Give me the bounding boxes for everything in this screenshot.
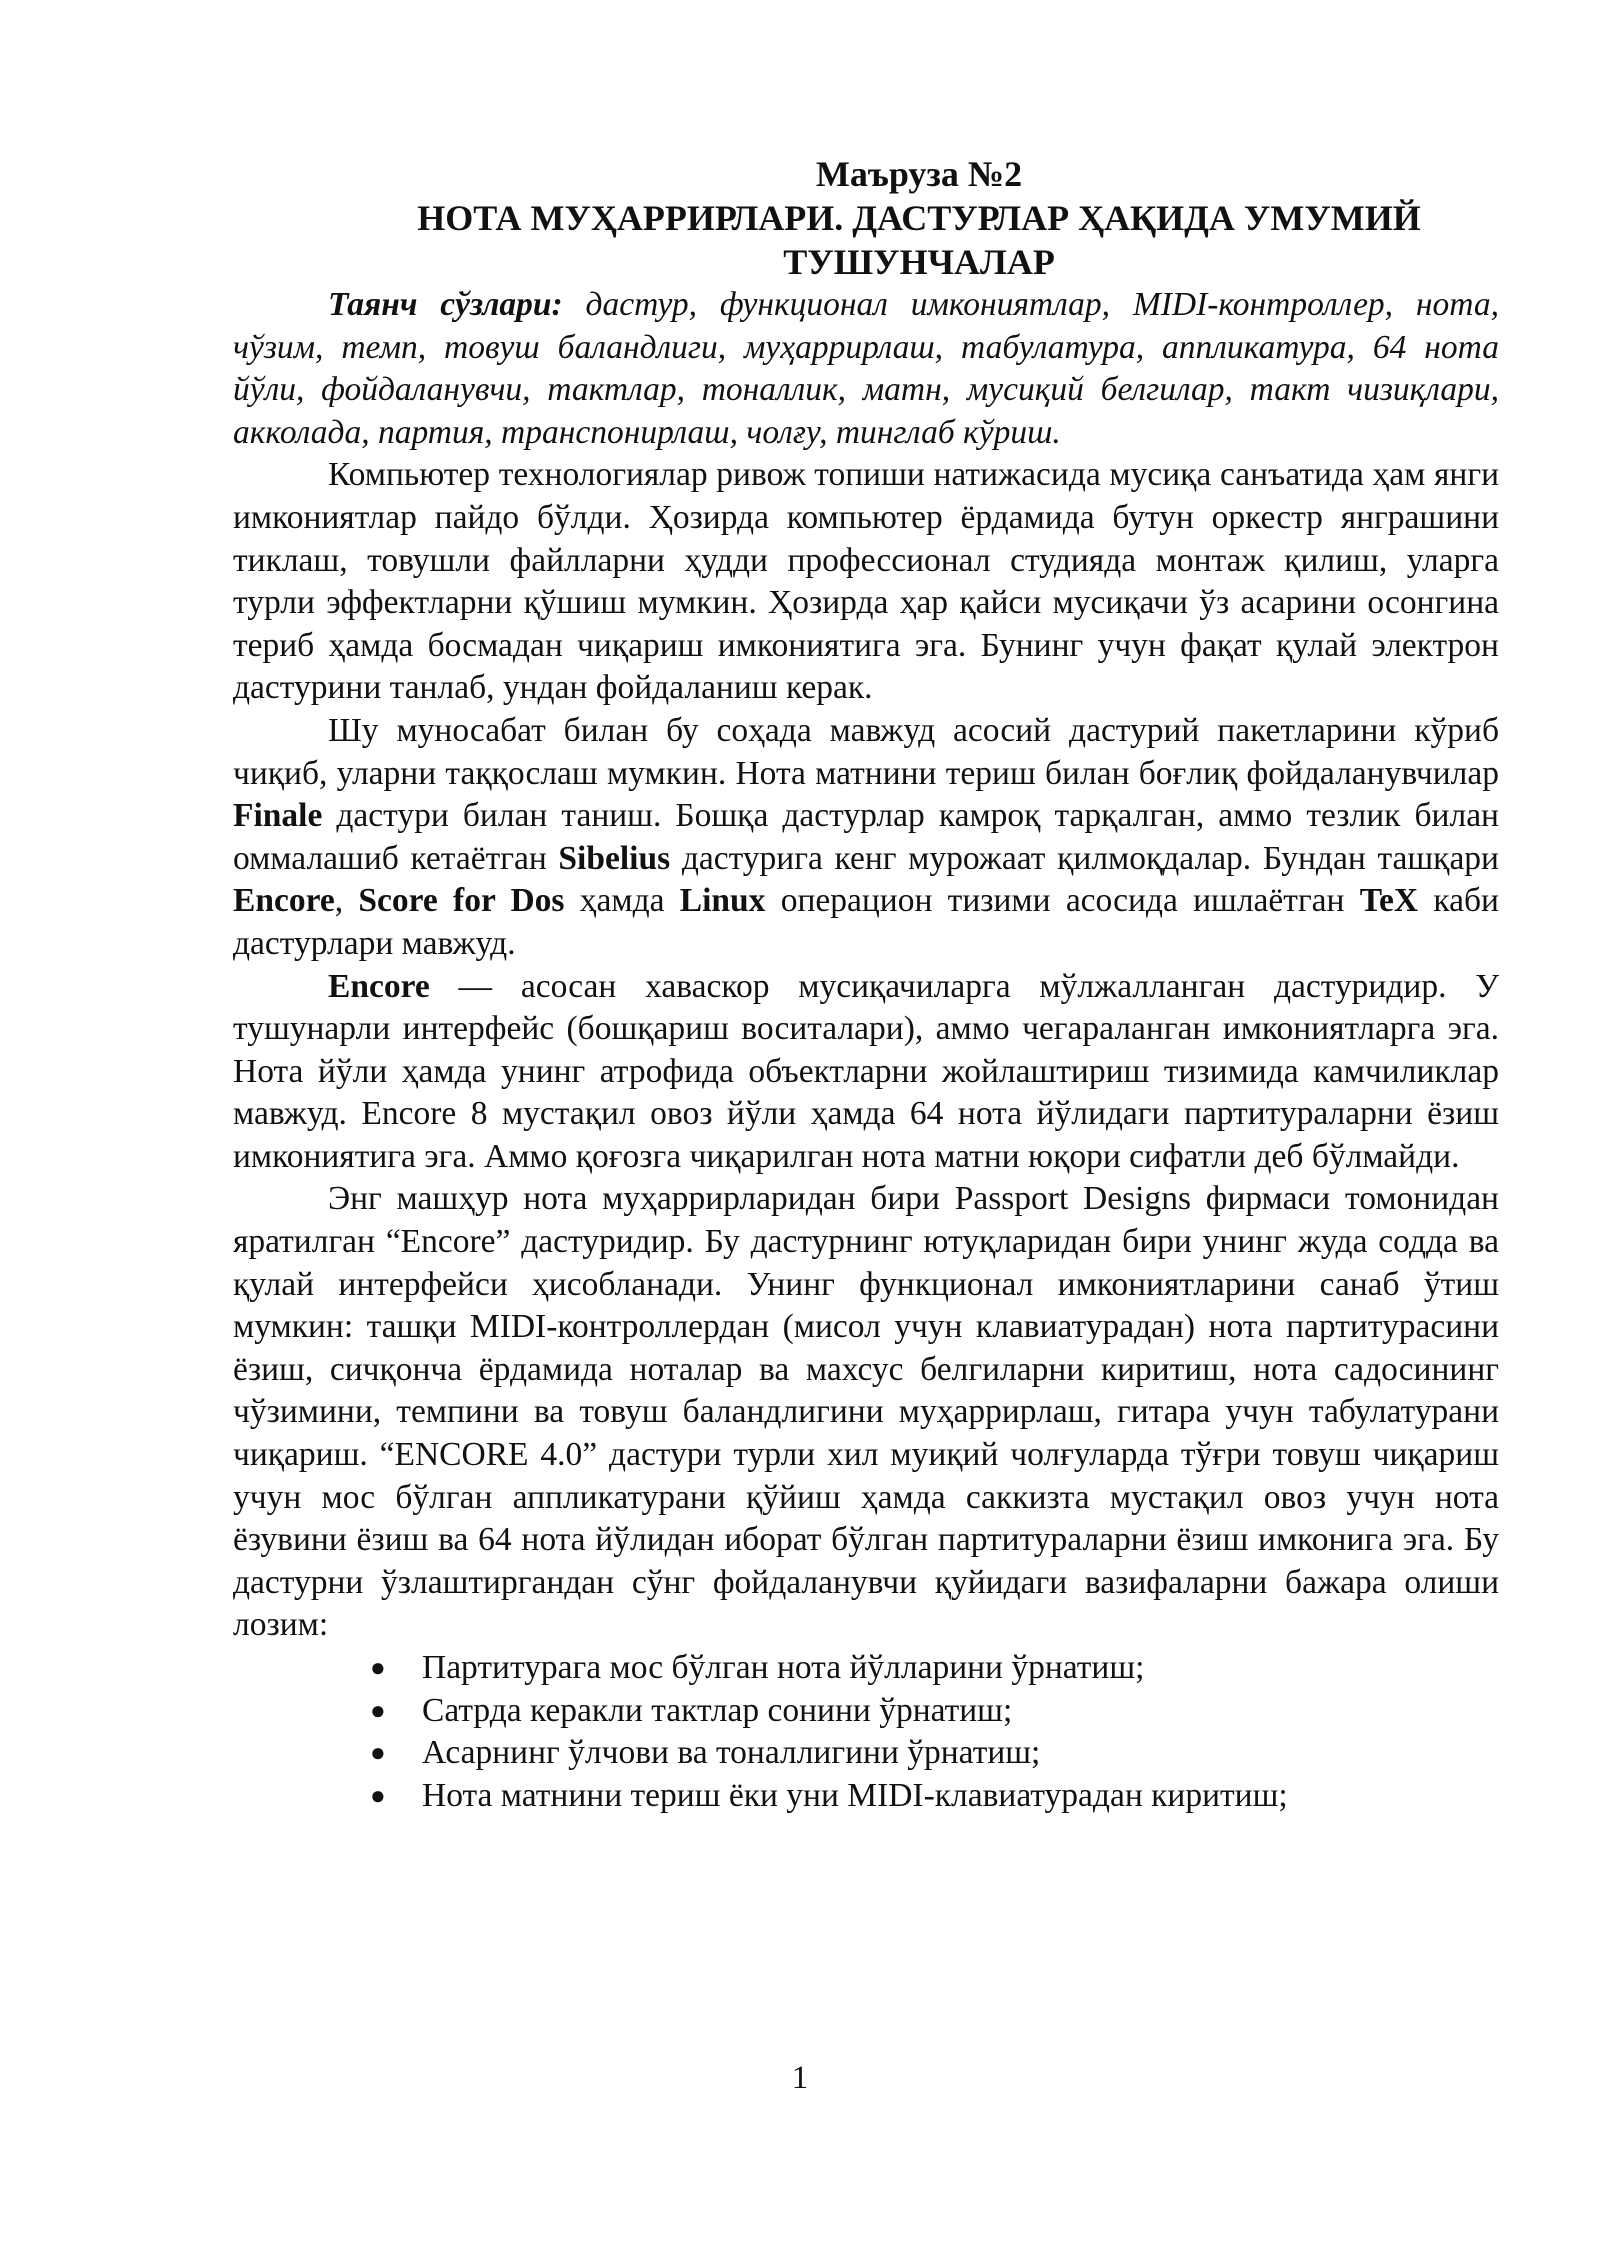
document-title-line-1: НОТА МУҲАРРИРЛАРИ. ДАСТУРЛАР ҲАҚИДА УМУМИЙ bbox=[417, 198, 1421, 238]
list-item-text: Асарнинг ўлчови ва тоналлигини ўрнатиш; bbox=[422, 1734, 1041, 1772]
list-item-text: Нота матнини териш ёки уни MIDI-клавиатурадан киритиш; bbox=[422, 1776, 1288, 1814]
page-number: 1 bbox=[791, 2060, 809, 2096]
list-item-text: Сатрда керакли тактлар сонини ўрнатиш; bbox=[422, 1691, 1013, 1729]
paragraph-encore bbox=[233, 966, 1499, 1179]
list-item-text: Партитурага мос бўлган нота йўлларини ўрнатиш; bbox=[422, 1649, 1145, 1686]
document-page bbox=[233, 152, 1499, 1817]
text-span: дастури билан таниш. Бошқа дастурлар камроқ тарқалган, аммо тезлик билан оммалашиб кетаётган bbox=[233, 797, 1499, 877]
task-list bbox=[233, 1647, 1499, 1817]
list-item bbox=[370, 1732, 1499, 1775]
software-name-encore-heading: Encore bbox=[328, 967, 430, 1005]
text-span: Шу муносабат билан бу соҳада мавжуд асосий дастурий пакетларини кўриб чиқиб, уларни таққослаш мумкин. Нота матнини териш билан боғлиқ фойдаланувчилар bbox=[233, 711, 1499, 792]
paragraph-intro: Компьютер технологиялар ривож топиши натижасида мусиқа санъатида ҳам янги имкониятлар пайдо бўлди. Ҳозирда компьютер ёрдамида бутун оркестр янграшини тиклаш, товушли файлларни ҳудди профессионал студияда монтаж қилиш, уларга турли эффектларни қўшиш мумкин. Ҳозирда ҳар қайси мусиқачи ўз асарини осонгина териб ҳамда босмадан чиқариш имкониятига эга. Бунинг учун фақат қулай электрон дастурини танлаб, ундан фойдаланиш керак. bbox=[233, 456, 1499, 707]
keywords-paragraph bbox=[233, 284, 1499, 454]
keywords-label: Таянч сўзлари: bbox=[328, 286, 563, 323]
list-item bbox=[370, 1647, 1499, 1690]
lecture-number: Маъруза №2 bbox=[815, 154, 1023, 194]
list-item bbox=[370, 1775, 1499, 1818]
text-span: ҳамда bbox=[564, 882, 680, 920]
paragraph-encore-features: Энг машҳур нота муҳаррирларидан бири Passport Designs фирмаси томонидан яратилган “Encore” дастуридир. Бу дастурнинг ютуқларидан бири унинг жуда содда ва қулай интерфейси ҳисобланади. Унинг функционал имкониятларини санаб ўтиш мумкин: ташқи MIDI-контроллердан (мисол учун клавиатурадан) нота партитурасини ёзиш, сичқонча ёрдамида ноталар ва махсус белгиларни киритиш, нота садосининг чўзимини, темпини ва товуш баландлигини муҳаррирлаш, гитара учун табулатурани чиқариш. “ENCORE 4.0” дастури турли хил муиқий чолғуларда тўғри товуш чиқариш учун мос бўлган аппликатурани қўйиш ҳамда саккизта мустақил овоз учун нота ёзувини ёзиш ва 64 нота йўлидан иборат бўлган партитураларни ёзиш имконига эга. Бу дастурни ўзлаштиргандан сўнг фойдаланувчи қуйидаги вазифаларни бажара олиши лозим: bbox=[233, 1180, 1499, 1644]
bullet-icon: ● bbox=[370, 1780, 386, 1810]
software-name-encore: Encore bbox=[233, 882, 335, 920]
bullet-icon: ● bbox=[370, 1695, 386, 1725]
list-item bbox=[370, 1690, 1499, 1733]
software-name-score-for-dos: Score for Dos bbox=[358, 882, 565, 920]
text-span: — асосан хаваскор мусиқачиларга мўлжалланган дастуридир. У тушунарли интерфейс (бошқариш воситалари), аммо чегараланган имкониятларга эга. Нота йўли ҳамда унинг атрофида объектларни жойлаштириш тизимида камчиликлар мавжуд. Encore 8 мустақил овоз йўли ҳамда 64 нота йўлидаги партитураларни ёзиш имкониятига эга. Аммо қоғозга чиқарилган нота матни юқори сифатли деб бўлмайди. bbox=[233, 967, 1499, 1175]
text-span: операцион тизими асосида ишлаётган bbox=[765, 882, 1360, 920]
text-span: дастурига кенг мурожаат қилмоқдалар. Бундан ташқари bbox=[670, 839, 1499, 877]
keywords-text: дастур, функционал имкониятлар, MIDI-контроллер, нота, чўзим, темп, товуш баландлиги, муҳаррирлаш, табулатура, аппликатура, 64 нота йўли, фойдаланувчи, тактлар, тоналлик, матн, мусиқий белгилар, такт чизиқлари, акколада, партия, транспонирлаш, чолғу, тинглаб кўриш. bbox=[233, 286, 1499, 451]
bullet-icon: ● bbox=[370, 1653, 386, 1682]
paragraph-software-overview bbox=[233, 710, 1499, 966]
software-name-tex: TeX bbox=[1359, 882, 1419, 920]
software-name-finale: Finale bbox=[233, 797, 323, 835]
text-span: каби дастурлари мавжуд. bbox=[233, 882, 1499, 962]
software-name-linux: Linux bbox=[679, 882, 766, 920]
text-span: , bbox=[334, 882, 359, 920]
software-name-sibelius: Sibelius bbox=[558, 839, 671, 877]
document-title-line-2: ТУШУНЧАЛАР bbox=[783, 242, 1055, 282]
bullet-icon: ● bbox=[370, 1738, 386, 1768]
